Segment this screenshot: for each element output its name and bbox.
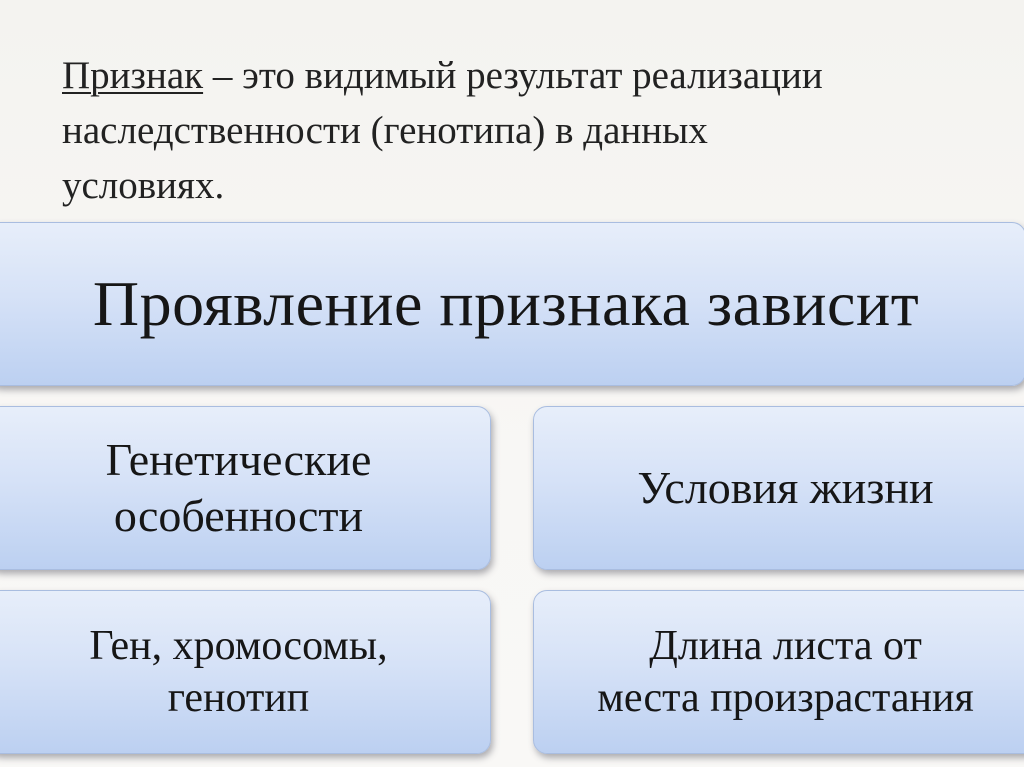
genetic-example-line2: генотип [167, 675, 310, 721]
genetic-example-node [0, 590, 491, 754]
genetic-factors-line2: особенности [113, 490, 364, 541]
definition-line1-rest: – это видимый результат реализации [203, 54, 823, 97]
genetic-example-line1: Ген, хромосомы, [89, 623, 388, 669]
conditions-example-line2: места произрастания [597, 675, 974, 721]
genetic-factors-line1: Генетические [105, 434, 372, 485]
main-node [0, 222, 1024, 386]
definition-line2: наследственности (генотипа) в данных [62, 109, 708, 152]
living-conditions-label: Условия жизни [637, 462, 934, 513]
definition-term: Признак [62, 54, 204, 97]
living-conditions-node [533, 406, 1024, 570]
definition-text [62, 48, 982, 213]
main-node-label: Проявление признака зависит [92, 268, 920, 339]
genetic-factors-node [0, 406, 491, 570]
definition-line3: условиях. [62, 164, 225, 207]
conditions-example-node [533, 590, 1024, 754]
conditions-example-line1: Длина листа от [649, 623, 922, 669]
